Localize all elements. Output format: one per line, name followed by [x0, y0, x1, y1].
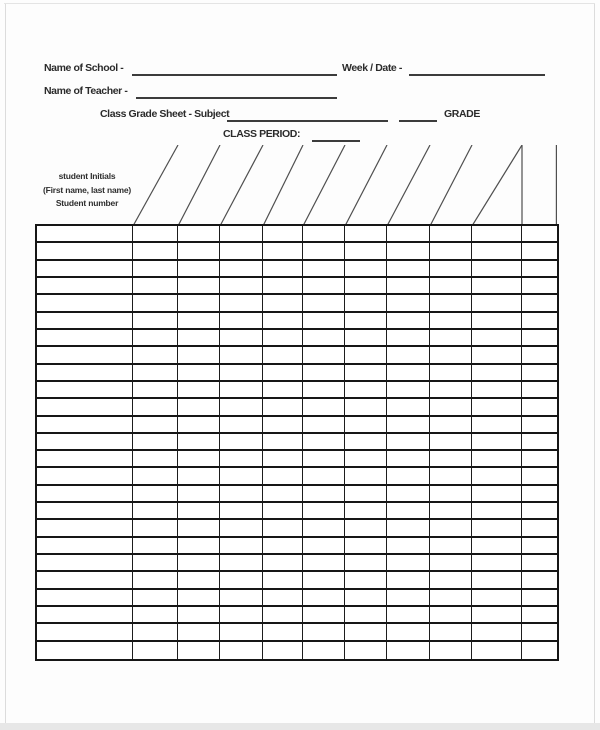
grade-cell: [263, 226, 303, 243]
grade-cell: [472, 624, 522, 641]
grade-cell: [263, 434, 303, 451]
grade-cell: [345, 313, 387, 330]
grade-cell: [220, 468, 263, 485]
grade-cell: [472, 417, 522, 434]
grade-cell: [133, 572, 178, 589]
grade-cell: [263, 313, 303, 330]
grade-cell: [430, 261, 472, 278]
student-cell: [37, 330, 133, 347]
grade-cell: [178, 382, 220, 399]
grade-cell: [345, 555, 387, 572]
grade-cell: [220, 382, 263, 399]
grade-cell: [220, 590, 263, 607]
grade-cell: [430, 624, 472, 641]
grade-cell: [472, 382, 522, 399]
grade-cell: [303, 399, 345, 416]
grade-cell: [345, 590, 387, 607]
grade-cell: [303, 330, 345, 347]
grade-cell: [220, 555, 263, 572]
grade-line: [399, 120, 437, 122]
grade-cell: [345, 347, 387, 364]
grade-cell: [178, 365, 220, 382]
student-cell: [37, 624, 133, 641]
grade-cell: [430, 226, 472, 243]
grade-cell: [472, 365, 522, 382]
grade-cell: [263, 486, 303, 503]
student-cell: [37, 555, 133, 572]
grade-cell: [303, 417, 345, 434]
grade-cell: [472, 468, 522, 485]
grade-cell: [430, 382, 472, 399]
grade-cell: [178, 243, 220, 260]
grade-cell: [303, 382, 345, 399]
grade-cell: [178, 468, 220, 485]
grade-cell: [345, 538, 387, 555]
page-edge-left: [5, 4, 6, 723]
grade-cell: [522, 330, 557, 347]
grade-cell: [430, 607, 472, 624]
grade-cell: [263, 243, 303, 260]
grade-cell: [472, 642, 522, 659]
grade-cell: [472, 451, 522, 468]
student-cell: [37, 226, 133, 243]
grade-cell: [133, 295, 178, 312]
grade-cell: [430, 486, 472, 503]
grade-cell: [133, 503, 178, 520]
student-cell: [37, 417, 133, 434]
grade-cell: [133, 486, 178, 503]
grade-cell: [387, 295, 430, 312]
grade-cell: [303, 434, 345, 451]
student-cell: [37, 520, 133, 537]
grade-cell: [472, 555, 522, 572]
grade-cell: [430, 572, 472, 589]
grade-cell: [522, 468, 557, 485]
row-header-line2: (First name, last name): [43, 184, 131, 195]
grade-cell: [387, 451, 430, 468]
grade-cell: [303, 243, 345, 260]
row-header-line3: Student number: [55, 198, 119, 208]
grade-cell: [263, 607, 303, 624]
school-name-line: [132, 74, 337, 76]
grade-cell: [220, 417, 263, 434]
grade-cell: [220, 261, 263, 278]
grade-cell: [387, 520, 430, 537]
grade-cell: [345, 330, 387, 347]
grade-cell: [522, 486, 557, 503]
grade-cell: [303, 624, 345, 641]
grade-cell: [178, 624, 220, 641]
grade-cell: [522, 451, 557, 468]
grade-cell: [220, 572, 263, 589]
grade-cell: [345, 451, 387, 468]
grade-cell: [133, 451, 178, 468]
grade-cell: [263, 451, 303, 468]
grade-cell: [303, 555, 345, 572]
grade-cell: [220, 538, 263, 555]
grade-cell: [345, 399, 387, 416]
grade-cell: [220, 295, 263, 312]
grade-cell: [133, 365, 178, 382]
grade-cell: [263, 538, 303, 555]
class-period-label: CLASS PERIOD:: [223, 128, 301, 140]
grade-cell: [178, 503, 220, 520]
grade-cell: [472, 503, 522, 520]
grade-cell: [345, 624, 387, 641]
grade-cell: [387, 503, 430, 520]
student-cell: [37, 295, 133, 312]
grade-cell: [220, 607, 263, 624]
student-cell: [37, 261, 133, 278]
grade-cell: [430, 520, 472, 537]
grade-cell: [263, 642, 303, 659]
grade-cell: [133, 313, 178, 330]
grade-cell: [430, 434, 472, 451]
grade-cell: [303, 538, 345, 555]
week-date-label: Week / Date -: [342, 62, 402, 74]
grade-cell: [345, 607, 387, 624]
diagonal-column-headers: [37, 145, 558, 226]
grade-cell: [133, 624, 178, 641]
grade-cell: [178, 399, 220, 416]
student-cell: [37, 382, 133, 399]
week-date-line: [409, 74, 545, 76]
grade-cell: [220, 226, 263, 243]
student-cell: [37, 486, 133, 503]
grade-cell: [387, 313, 430, 330]
grade-cell: [133, 347, 178, 364]
grade-cell: [430, 313, 472, 330]
grade-cell: [387, 365, 430, 382]
grade-cell: [133, 520, 178, 537]
grade-cell: [133, 555, 178, 572]
grade-cell: [430, 330, 472, 347]
grade-cell: [387, 399, 430, 416]
grade-cell: [472, 347, 522, 364]
grade-cell: [522, 382, 557, 399]
grade-cell: [133, 468, 178, 485]
subject-line: [227, 120, 388, 122]
grade-cell: [178, 295, 220, 312]
grade-cell: [522, 347, 557, 364]
grade-cell: [178, 590, 220, 607]
grade-cell: [133, 434, 178, 451]
grade-cell: [345, 417, 387, 434]
grade-cell: [430, 347, 472, 364]
grade-cell: [430, 399, 472, 416]
grade-cell: [263, 365, 303, 382]
grade-cell: [263, 624, 303, 641]
grade-cell: [220, 313, 263, 330]
grade-cell: [220, 624, 263, 641]
student-cell: [37, 503, 133, 520]
sheet-subject-label: Class Grade Sheet - Subject: [100, 108, 230, 120]
student-cell: [37, 347, 133, 364]
grade-cell: [178, 330, 220, 347]
row-header-line1: student Initials: [58, 171, 116, 181]
school-name-label: Name of School -: [44, 62, 124, 74]
grade-cell: [345, 226, 387, 243]
grade-cell: [220, 278, 263, 295]
grade-cell: [133, 590, 178, 607]
class-period-line: [312, 140, 360, 142]
student-cell: [37, 642, 133, 659]
grade-cell: [303, 313, 345, 330]
grade-cell: [522, 624, 557, 641]
grade-cell: [263, 468, 303, 485]
grade-cell: [345, 382, 387, 399]
grade-cell: [178, 555, 220, 572]
grade-cell: [220, 520, 263, 537]
grade-cell: [387, 590, 430, 607]
grade-cell: [430, 365, 472, 382]
grade-cell: [387, 417, 430, 434]
grade-cell: [522, 538, 557, 555]
grade-cell: [430, 555, 472, 572]
grade-cell: [522, 278, 557, 295]
grade-cell: [522, 295, 557, 312]
grade-cell: [345, 642, 387, 659]
grade-cell: [387, 624, 430, 641]
student-cell: [37, 572, 133, 589]
grade-cell: [387, 382, 430, 399]
student-cell: [37, 313, 133, 330]
grade-cell: [387, 278, 430, 295]
teacher-name-label: Name of Teacher -: [44, 85, 128, 97]
grade-cell: [178, 417, 220, 434]
grade-cell: [303, 590, 345, 607]
grade-cell: [133, 642, 178, 659]
grade-cell: [430, 503, 472, 520]
student-cell: [37, 538, 133, 555]
grade-cell: [522, 572, 557, 589]
grade-cell: [133, 261, 178, 278]
grade-cell: [220, 330, 263, 347]
grade-cell: [522, 642, 557, 659]
grade-cell: [178, 572, 220, 589]
grade-cell: [387, 434, 430, 451]
grade-cell: [472, 261, 522, 278]
grade-cell: [263, 347, 303, 364]
grade-cell: [522, 313, 557, 330]
grade-cell: [387, 642, 430, 659]
grade-cell: [472, 278, 522, 295]
grade-cell: [303, 226, 345, 243]
grade-cell: [303, 607, 345, 624]
grade-cell: [220, 486, 263, 503]
grade-cell: [430, 590, 472, 607]
grade-cell: [430, 468, 472, 485]
grade-cell: [345, 468, 387, 485]
grade-cell: [220, 503, 263, 520]
grade-cell: [472, 295, 522, 312]
grade-cell: [178, 486, 220, 503]
grade-cell: [303, 365, 345, 382]
grade-cell: [430, 278, 472, 295]
student-cell: [37, 451, 133, 468]
grade-cell: [178, 520, 220, 537]
grade-cell: [220, 243, 263, 260]
grade-cell: [472, 572, 522, 589]
grade-cell: [263, 295, 303, 312]
grade-cell: [472, 607, 522, 624]
grade-cell: [430, 451, 472, 468]
grade-cell: [220, 399, 263, 416]
student-cell: [37, 243, 133, 260]
grade-label: GRADE: [444, 108, 480, 120]
grade-cell: [220, 347, 263, 364]
grade-cell: [345, 520, 387, 537]
grade-cell: [133, 330, 178, 347]
grade-cell: [263, 520, 303, 537]
grade-cell: [263, 261, 303, 278]
grade-cell: [263, 590, 303, 607]
grade-cell: [263, 399, 303, 416]
grade-cell: [133, 538, 178, 555]
grade-cell: [303, 468, 345, 485]
grade-cell: [345, 261, 387, 278]
grade-cell: [430, 417, 472, 434]
grade-cell: [178, 261, 220, 278]
grade-cell: [387, 261, 430, 278]
grade-cell: [345, 243, 387, 260]
grade-cell: [345, 295, 387, 312]
grade-cell: [220, 365, 263, 382]
grade-cell: [522, 503, 557, 520]
grade-cell: [303, 503, 345, 520]
grade-cell: [303, 520, 345, 537]
grade-cell: [472, 486, 522, 503]
grade-cell: [178, 278, 220, 295]
grade-cell: [263, 503, 303, 520]
grade-cell: [345, 486, 387, 503]
grade-cell: [472, 330, 522, 347]
student-cell: [37, 434, 133, 451]
grade-cell: [472, 399, 522, 416]
grade-cell: [472, 590, 522, 607]
grade-cell: [303, 451, 345, 468]
grade-cell: [133, 226, 178, 243]
grade-cell: [178, 434, 220, 451]
grade-cell: [263, 382, 303, 399]
grade-cell: [263, 572, 303, 589]
grade-cell: [178, 538, 220, 555]
grade-cell: [387, 243, 430, 260]
grade-cell: [220, 642, 263, 659]
grade-cell: [387, 555, 430, 572]
grade-cell: [472, 520, 522, 537]
grade-cell: [345, 278, 387, 295]
grade-cell: [178, 607, 220, 624]
grade-cell: [220, 434, 263, 451]
grade-cell: [133, 607, 178, 624]
grade-cell: [522, 590, 557, 607]
grade-cell: [303, 278, 345, 295]
grade-cell: [178, 642, 220, 659]
grade-cell: [522, 365, 557, 382]
grade-cell: [472, 434, 522, 451]
grade-cell: [387, 226, 430, 243]
grade-cell: [430, 538, 472, 555]
grade-cell: [263, 278, 303, 295]
grade-cell: [430, 642, 472, 659]
page-edge-right: [594, 4, 595, 723]
grade-cell: [345, 434, 387, 451]
student-cell: [37, 278, 133, 295]
grade-grid: [35, 224, 559, 661]
grade-cell: [178, 313, 220, 330]
grade-cell: [430, 295, 472, 312]
grade-cell: [303, 642, 345, 659]
grade-cell: [178, 347, 220, 364]
grade-cell: [133, 243, 178, 260]
student-cell: [37, 607, 133, 624]
grade-cell: [387, 468, 430, 485]
grade-cell: [522, 555, 557, 572]
grade-cell: [303, 261, 345, 278]
grade-cell: [387, 607, 430, 624]
grade-cell: [178, 226, 220, 243]
grade-cell: [133, 399, 178, 416]
grade-cell: [263, 555, 303, 572]
grade-cell: [522, 243, 557, 260]
grade-cell: [522, 399, 557, 416]
student-cell: [37, 590, 133, 607]
page-edge-top: [4, 3, 595, 4]
grade-cell: [472, 313, 522, 330]
grade-cell: [133, 417, 178, 434]
grade-cell: [430, 243, 472, 260]
grade-cell: [522, 520, 557, 537]
student-cell: [37, 365, 133, 382]
grade-cell: [522, 261, 557, 278]
page-bottom-band: [0, 723, 600, 730]
grade-cell: [472, 538, 522, 555]
grade-cell: [345, 503, 387, 520]
grade-cell: [133, 278, 178, 295]
grade-cell: [303, 486, 345, 503]
grade-cell: [263, 417, 303, 434]
teacher-name-line: [136, 97, 337, 99]
grade-cell: [133, 382, 178, 399]
grade-cell: [522, 226, 557, 243]
grade-cell: [472, 226, 522, 243]
grade-cell: [387, 572, 430, 589]
grade-cell: [387, 486, 430, 503]
grade-cell: [178, 451, 220, 468]
grade-cell: [522, 607, 557, 624]
student-cell: [37, 399, 133, 416]
grade-cell: [387, 347, 430, 364]
grade-cell: [345, 365, 387, 382]
grade-cell: [220, 451, 263, 468]
grade-cell: [263, 330, 303, 347]
student-cell: [37, 468, 133, 485]
grade-cell: [387, 538, 430, 555]
grade-cell: [303, 347, 345, 364]
grade-cell: [303, 572, 345, 589]
grade-cell: [472, 243, 522, 260]
grade-cell: [303, 295, 345, 312]
grade-cell: [345, 572, 387, 589]
grade-cell: [387, 330, 430, 347]
grade-cell: [522, 417, 557, 434]
grade-cell: [522, 434, 557, 451]
